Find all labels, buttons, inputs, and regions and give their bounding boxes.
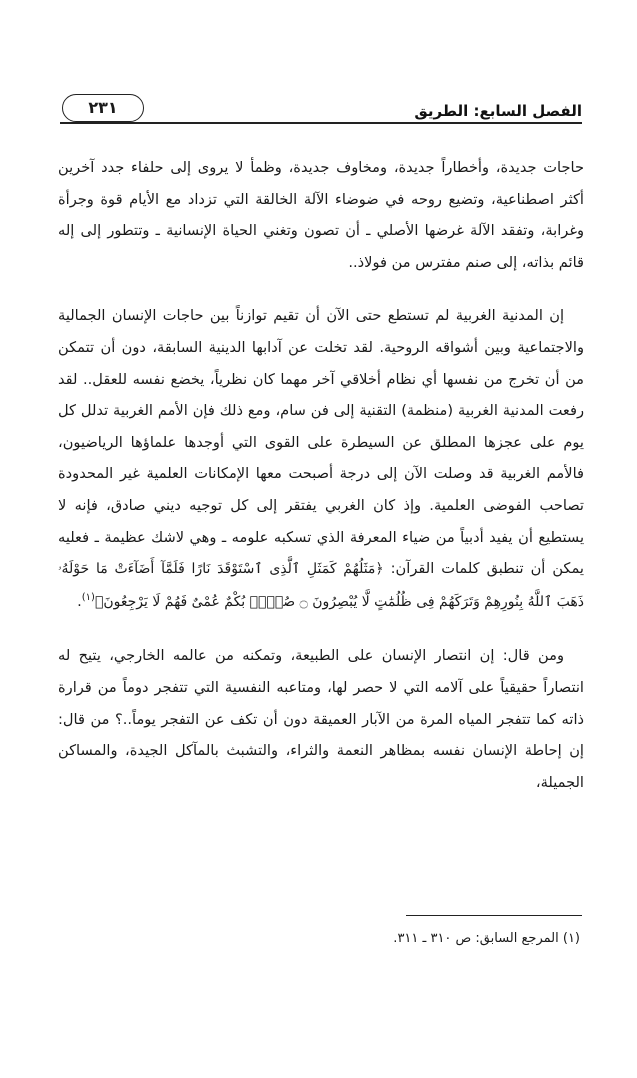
paragraph-1: حاجات جديدة، وأخطاراً جديدة، ومخاوف جديدة، وظمأ لا يروى إلى حلفاء جدد آخرين أكثر اصطناعية، وتضيع روحه في ضوضاء الآلة الخالقة التي تزداد مع الأيام قوة وجرأة وغرابة، وتفقد الآلة غرضها الأصلي ـ أن تصون وتغني الحياة الإنسانية ـ وتتطور إلى إله قائم بذاته، إلى صنم مفترس من فولاذ.. [58,159,584,271]
footnote-rule [406,915,582,916]
paragraph-2 [58,300,584,618]
page-number: ٢٣١ [62,94,144,122]
page-header [60,92,582,130]
paragraph-2-text: إن المدنية الغربية لم تستطع حتى الآن أن تقيم توازناً بين حاجات الإنسان الجمالية والاجتماعية وبين أشواقه الروحية. لقد تخلت عن آدابها الدينية السابقة، دون أن تتمكن من أن تخرج من نفسها أي نظام أخلاقي آخر مهما كان نظرياً، يخضع نفسه للعقل.. لقد رفعت المدنية الغربية (منظمة) التقنية إلى فن سام، ومع ذلك فإن الأمم الغربية تدلل كل يوم على عجزها المطلق عن السيطرة على القوى التي أوجدها علماؤها الرياضيون، فالأمم الغربية قد وصلت الآن إلى درجة أصبحت معها الإمكانات العلمية غير المحدودة تصاحب الفوضى العلمية. وإذ كان الغربي يفتقر إلى كل توجيه ديني صادق، فإنه لا يستطيع أن يفيد أدبياً من ضياء المعرفة الذي تسكبه علومه ـ وهي لاشك عظيمة ـ فعليه يمكن أن تنطبق كلمات القرآن: [58,307,584,578]
footnote-reference: (١) [81,591,95,603]
verse-end-punct: . [77,592,82,610]
footnote: (١) المرجع السابق: ص ٣١٠ ـ ٣١١. [393,931,580,946]
quran-verse: ﴿مَثَلُهُمْ كَمَثَلِ ٱلَّذِى ٱسْتَوْقَدَ نَارًا فَلَمَّآ أَضَآءَتْ مَا حَوْلَهُۥ ذَهَبَ ٱللَّهُ بِنُورِهِمْ وَتَرَكَهُمْ فِى ظُلُمَٰتٍ لَّا يُبْصِرُونَ ۝ صُمٌّۢ بُكْمٌ عُمْىٌ فَهُمْ لَا يَرْجِعُونَ﴾ [58,561,584,610]
body-text [58,152,584,798]
paragraph-3: ومن قال: إن انتصار الإنسان على الطبيعة، وتمكنه من عالمه الخارجي، يتيح له انتصاراً حقيقياً على آلامه التي لا حصر لها، ومتاعبه النفسية التي تتفجر دوماً من قرارة ذاته كما تتفجر المياه المرة من الآبار العميقة دون أن تكف عن التفجر يوماً..؟ من قال: إن إحاطة الإنسان نفسه بمظاهر النعمة والثراء، والتشبث بالمآكل الجيدة، والمساكن الجميلة، [58,647,584,791]
running-head: الفصل السابع: الطريق [414,102,582,120]
header-rule [60,122,582,124]
